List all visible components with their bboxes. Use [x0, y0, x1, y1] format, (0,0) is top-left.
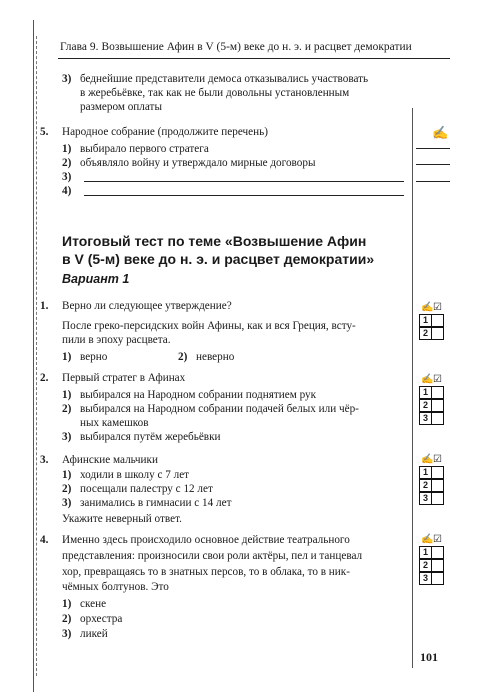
answer-checkbox[interactable]: [432, 559, 444, 572]
answer-number: 1: [419, 466, 432, 479]
answer-grid: [419, 454, 444, 505]
answer-row: [419, 466, 444, 479]
answer-checkbox[interactable]: [432, 386, 444, 399]
answer-number: 1: [419, 386, 432, 399]
page-margin-rule: [33, 20, 34, 692]
item-text: ходили в школу с 7 лет: [80, 469, 190, 481]
list-item: [62, 627, 108, 641]
answer-grid: [419, 374, 444, 425]
question-number: 2.: [40, 372, 49, 384]
question-text: Народное собрание (продолжите перечень): [62, 126, 268, 138]
item-text-cont: размером оплаты: [80, 101, 162, 113]
answer-checkbox[interactable]: [432, 546, 444, 559]
list-item: [62, 184, 80, 198]
side-answer-line[interactable]: [416, 148, 450, 149]
item-text: орхестра: [80, 613, 123, 625]
answer-checkbox[interactable]: [432, 399, 444, 412]
answer-row: [419, 399, 444, 412]
answer-number: 2: [419, 559, 432, 572]
answer-number: 2: [419, 327, 432, 340]
list-item: [62, 482, 213, 496]
item-text-cont: ных камешков: [80, 417, 149, 429]
answer-header-icons: ✍☑: [421, 374, 442, 385]
answer-number: 3: [419, 412, 432, 425]
item-number: 3): [62, 73, 72, 85]
question-text: Первый стратег в Афинах: [62, 372, 186, 384]
answer-checkbox[interactable]: [432, 327, 444, 340]
question-number: 4.: [40, 534, 49, 546]
answer-row: [419, 479, 444, 492]
question-number: 5.: [40, 126, 49, 138]
item-number: 4): [62, 185, 72, 197]
answer-grid: [419, 302, 444, 340]
answer-checkbox[interactable]: [432, 572, 444, 585]
item-text: беднейшие представители демоса отказывались участвовать: [80, 73, 369, 85]
list-item: [62, 156, 315, 170]
answer-row: [419, 559, 444, 572]
answer-row: [419, 546, 444, 559]
test-title-line: в V (5-м) веке до н. э. и расцвет демократии»: [62, 251, 375, 268]
item-number: 3): [62, 431, 72, 443]
question-text: пили в эпоху расцвета.: [62, 334, 171, 346]
answer-number: 3: [419, 492, 432, 505]
item-number: 2): [62, 157, 72, 169]
answer-blank-line[interactable]: [84, 195, 404, 196]
question-text: хор, превращаясь то в знатных персов, то в облака, то в ник-: [62, 566, 350, 578]
test-title: [62, 232, 402, 268]
item-text: скене: [80, 598, 107, 610]
list-item: [62, 496, 231, 510]
item-text: выбирало первого стратега: [80, 143, 209, 155]
question-number: 1.: [40, 300, 49, 312]
answer-number: 2: [419, 399, 432, 412]
list-item: [62, 468, 189, 482]
list-item: [62, 612, 122, 626]
question-text: После греко-персидских войн Афины, как и вся Греция, всту-: [62, 320, 356, 332]
item-text: выбирался на Народном собрании подачей белых или чёр-: [80, 403, 359, 415]
item-number: 2): [62, 613, 72, 625]
answer-checkbox[interactable]: [432, 492, 444, 505]
answer-row: [419, 314, 444, 327]
answer-header-icons: ✍☑: [421, 302, 442, 313]
item-number: 1): [62, 143, 72, 155]
item-number: 2): [178, 351, 188, 363]
list-item: [62, 597, 106, 611]
list-item: [62, 350, 107, 364]
pencil-icon: ✍: [432, 125, 449, 140]
answer-checkbox[interactable]: [432, 479, 444, 492]
test-title-line: Итоговый тест по теме «Возвышение Афин: [62, 233, 367, 249]
question-text: чёмных болтунов. Это: [62, 581, 169, 593]
answer-column-rule: [412, 108, 413, 668]
item-number: 2): [62, 483, 72, 495]
variant-label: Вариант 1: [62, 272, 130, 286]
item-text-cont: в жеребьёвке, так как не были довольны установленным: [80, 87, 350, 99]
item-text: неверно: [196, 351, 235, 363]
answer-number: 1: [419, 314, 432, 327]
answer-grid: [419, 534, 444, 585]
answer-number: 2: [419, 479, 432, 492]
answer-checkbox[interactable]: [432, 314, 444, 327]
side-answer-line[interactable]: [416, 164, 450, 165]
item-number: 1): [62, 598, 72, 610]
item-text: выбирался на Народном собрании поднятием рук: [80, 389, 317, 401]
answer-number: 3: [419, 572, 432, 585]
item-number: 1): [62, 389, 72, 401]
answer-header-icons: ✍☑: [421, 534, 442, 545]
answer-row: [419, 412, 444, 425]
header-divider: [58, 58, 450, 59]
question-text: Верно ли следующее утверждение?: [62, 300, 232, 312]
list-item: [62, 388, 316, 402]
page-margin-dashed-rule: [36, 36, 37, 676]
item-text: верно: [80, 351, 108, 363]
list-item: [62, 142, 209, 156]
question-number: 3.: [40, 454, 49, 466]
answer-checkbox[interactable]: [432, 412, 444, 425]
item-number: 2): [62, 403, 72, 415]
answer-number: 1: [419, 546, 432, 559]
item-number: 1): [62, 469, 72, 481]
page-number: 101: [420, 650, 438, 664]
answer-row: [419, 492, 444, 505]
answer-row: [419, 327, 444, 340]
question-note: Укажите неверный ответ.: [62, 513, 182, 525]
side-answer-line[interactable]: [416, 181, 450, 182]
question-text: Афинские мальчики: [62, 454, 158, 466]
question-text: представления: произносили свои роли актёры, пел и танцевал: [62, 550, 363, 562]
answer-blank-line[interactable]: [84, 181, 404, 182]
question-text: Именно здесь происходило основное действие театрального: [62, 534, 350, 546]
item-text: занимались в гимнасии с 14 лет: [80, 497, 232, 509]
item-number: 3): [62, 171, 72, 183]
list-item: [62, 402, 359, 416]
item-text: ликей: [80, 628, 108, 640]
list-item: [62, 170, 80, 184]
item-text: посещали палестру с 12 лет: [80, 483, 213, 495]
item-number: 3): [62, 497, 72, 509]
list-item: [62, 72, 368, 86]
item-number: 1): [62, 351, 72, 363]
answer-row: [419, 386, 444, 399]
item-text: объявляло войну и утверждало мирные договоры: [80, 157, 316, 169]
answer-header-icons: ✍☑: [421, 454, 442, 465]
answer-row: [419, 572, 444, 585]
list-item: [62, 430, 221, 444]
list-item: [178, 350, 234, 364]
item-text: выбирался путём жеребьёвки: [80, 431, 221, 443]
item-number: 3): [62, 628, 72, 640]
chapter-header: Глава 9. Возвышение Афин в V (5-м) веке до н. э. и расцвет демократии: [60, 41, 412, 53]
answer-checkbox[interactable]: [432, 466, 444, 479]
